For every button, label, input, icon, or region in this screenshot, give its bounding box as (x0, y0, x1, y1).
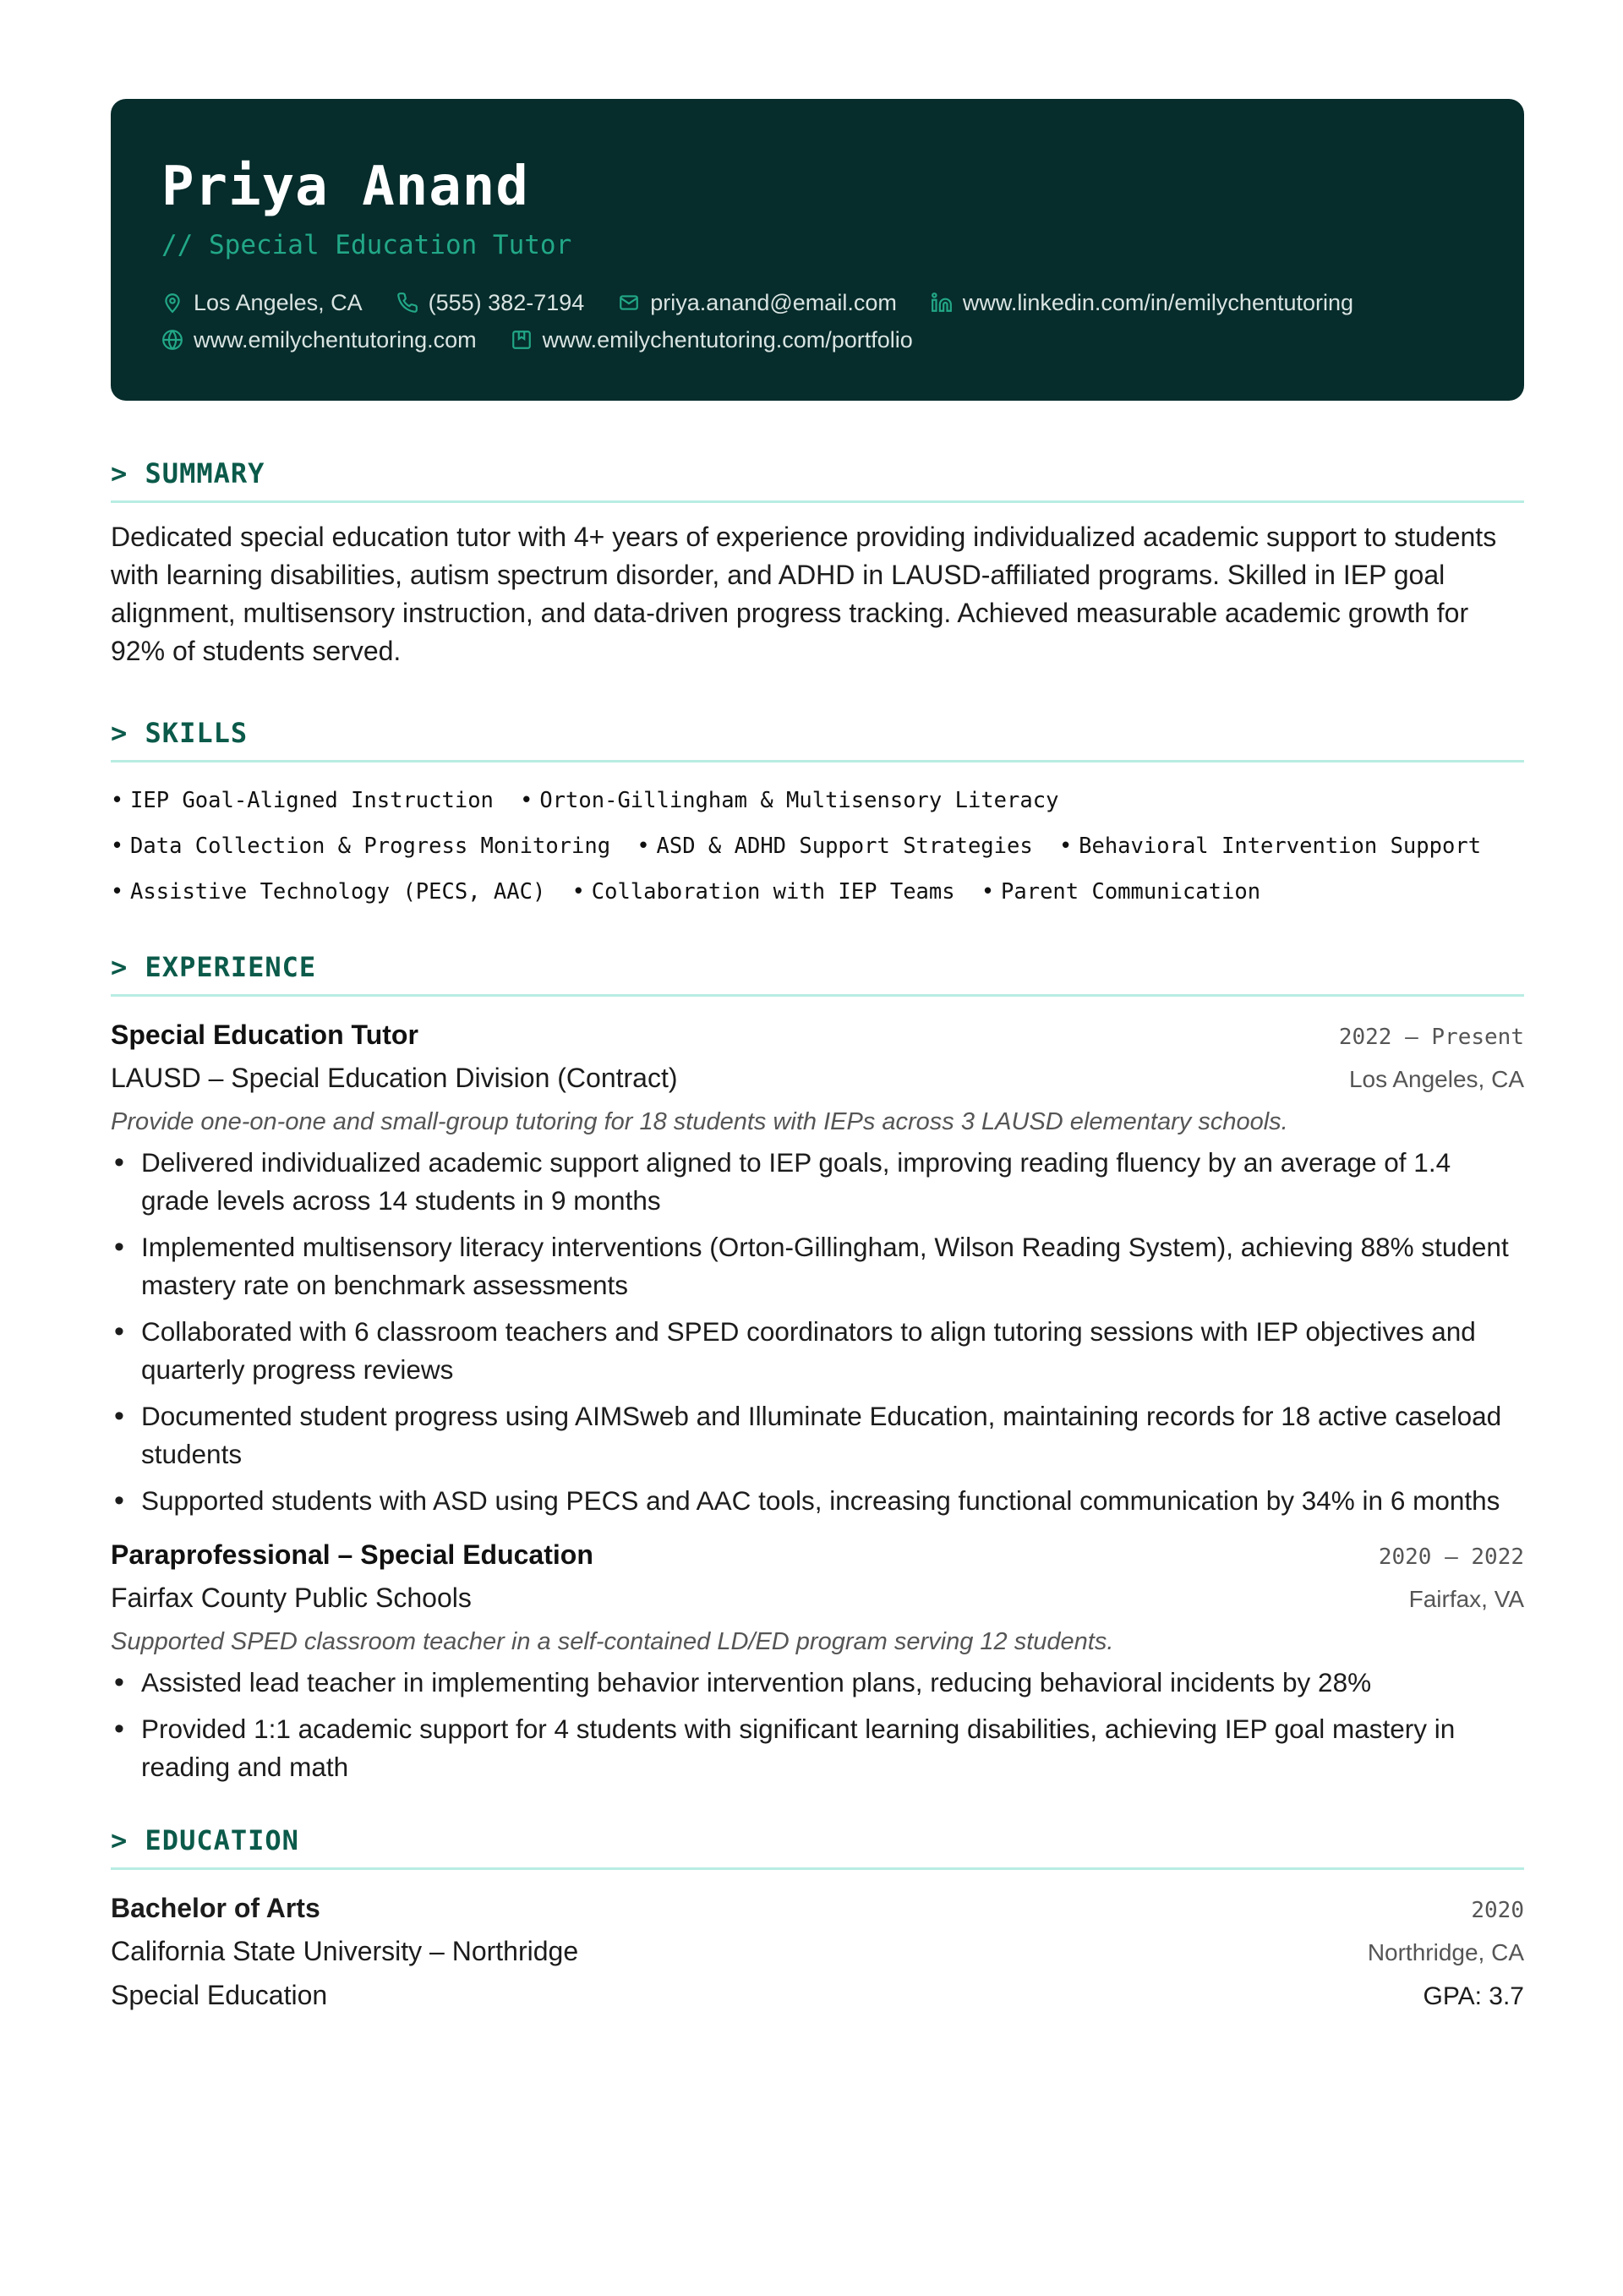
school-location: Northridge, CA (1367, 1939, 1524, 1965)
job-title: Special Education Tutor (111, 1020, 418, 1050)
portfolio-icon (511, 329, 533, 351)
summary-section (111, 457, 1524, 670)
contact-phone[interactable] (396, 284, 585, 321)
mail-icon (618, 292, 640, 314)
degree: Bachelor of Arts (111, 1893, 320, 1923)
skills-list (111, 778, 1524, 915)
job-bullet: • Provided 1:1 academic support for 4 students with significant learning disabilities, achieving IEP goal mastery in reading and math (141, 1710, 1524, 1786)
job-bullet: • Assisted lead teacher in implementing behavior intervention plans, reducing behavioral incidents by 28% (141, 1664, 1524, 1702)
job-bullet: • Delivered individualized academic support aligned to IEP goals, improving reading fluency by an average of 1.4 grade levels across 14 students in 9 months (141, 1144, 1524, 1220)
skill-item: • Assistive Technology (PECS, AAC) (111, 879, 545, 905)
job-bullet: • Supported students with ASD using PECS and AAC tools, increasing functional communication by 34% in 6 months (141, 1482, 1524, 1520)
school-name: California State University – Northridge (111, 1936, 579, 1966)
contact-website[interactable] (161, 321, 477, 358)
map-pin-icon (161, 292, 183, 314)
skills-row (111, 869, 1524, 915)
skill-item: • Data Collection & Progress Monitoring (111, 834, 610, 859)
job-bullet: • Collaborated with 6 classroom teachers and SPED coordinators to align tutoring sessions with IEP objectives and quarterly progress reviews (141, 1313, 1524, 1389)
email-text: priya.anand@email.com (650, 290, 897, 315)
candidate-role: // Special Education Tutor (161, 230, 572, 260)
gpa: GPA: 3.7 (1423, 1982, 1524, 2010)
skills-heading: > SKILLS (111, 719, 1524, 763)
experience-heading: > EXPERIENCE (111, 954, 1524, 997)
job-entry (111, 1014, 1524, 1520)
education-section (111, 1824, 1524, 2017)
phone-icon (396, 292, 418, 314)
location-text: Los Angeles, CA (194, 290, 363, 315)
resume-page (111, 99, 1524, 2017)
skills-row (111, 778, 1524, 823)
job-entry (111, 1533, 1524, 1786)
job-location: Fairfax, VA (1408, 1586, 1524, 1612)
skill-item: • IEP Goal-Aligned Instruction (111, 788, 494, 813)
skill-item: • Behavioral Intervention Support (1059, 834, 1481, 859)
skills-section (111, 719, 1524, 915)
job-bullets (111, 1664, 1524, 1786)
skill-item: • ASD & ADHD Support Strategies (637, 834, 1032, 859)
skills-row (111, 823, 1524, 869)
contact-portfolio[interactable] (511, 321, 913, 358)
job-description: Supported SPED classroom teacher in a self-contained LD/ED program serving 12 students. (111, 1628, 1114, 1655)
job-title: Paraprofessional – Special Education (111, 1539, 593, 1570)
job-organization: Fairfax County Public Schools (111, 1583, 472, 1613)
job-bullets (111, 1144, 1524, 1520)
contact-location (161, 284, 363, 321)
job-bullet: • Implemented multisensory literacy interventions (Orton-Gillingham, Wilson Reading System), achieving 88% student mastery rate on benchmark assessments (141, 1228, 1524, 1304)
globe-icon (161, 329, 183, 351)
contact-email[interactable] (618, 284, 897, 321)
summary-heading: > SUMMARY (111, 460, 1524, 503)
candidate-name: Priya Anand (161, 156, 529, 218)
job-location: Los Angeles, CA (1348, 1066, 1524, 1092)
linkedin-icon (931, 292, 953, 314)
resume-header (111, 99, 1524, 401)
education-entry (111, 1887, 1524, 2017)
job-dates: 2022 – Present (1338, 1025, 1524, 1050)
phone-text: (555) 382-7194 (428, 290, 585, 315)
summary-text: Dedicated special education tutor with 4+ years of experience providing individualized academic support to students with learning disabilities, autism spectrum disorder, and ADHD in LAUSD-affiliated programs. Skilled in IEP goal alignment, multisensory instruction, and data-driven progress tracking. Achieved measurable academic growth for 92% of students served. (111, 522, 1497, 666)
job-description: Provide one-on-one and small-group tutoring for 18 students with IEPs across 3 LAUSD elementary schools. (111, 1108, 1288, 1135)
skill-item: • Collaboration with IEP Teams (572, 879, 955, 905)
major: Special Education (111, 1980, 328, 2010)
skill-item: • Parent Communication (981, 879, 1260, 905)
portfolio-text: www.emilychentutoring.com/portfolio (542, 327, 913, 353)
job-organization: LAUSD – Special Education Division (Contract) (111, 1063, 678, 1093)
job-bullet: • Documented student progress using AIMSweb and Illuminate Education, maintaining records for 18 active caseload students (141, 1397, 1524, 1473)
contact-info (161, 284, 1473, 358)
website-text: www.emilychentutoring.com (194, 327, 477, 353)
graduation-year: 2020 (1471, 1898, 1524, 1923)
job-dates: 2020 – 2022 (1378, 1544, 1524, 1570)
education-heading: > EDUCATION (111, 1827, 1524, 1870)
experience-section (111, 951, 1524, 1786)
contact-linkedin[interactable] (931, 284, 1353, 321)
skill-item: • Orton-Gillingham & Multisensory Literacy (520, 788, 1058, 813)
linkedin-text: www.linkedin.com/in/emilychentutoring (962, 290, 1354, 315)
